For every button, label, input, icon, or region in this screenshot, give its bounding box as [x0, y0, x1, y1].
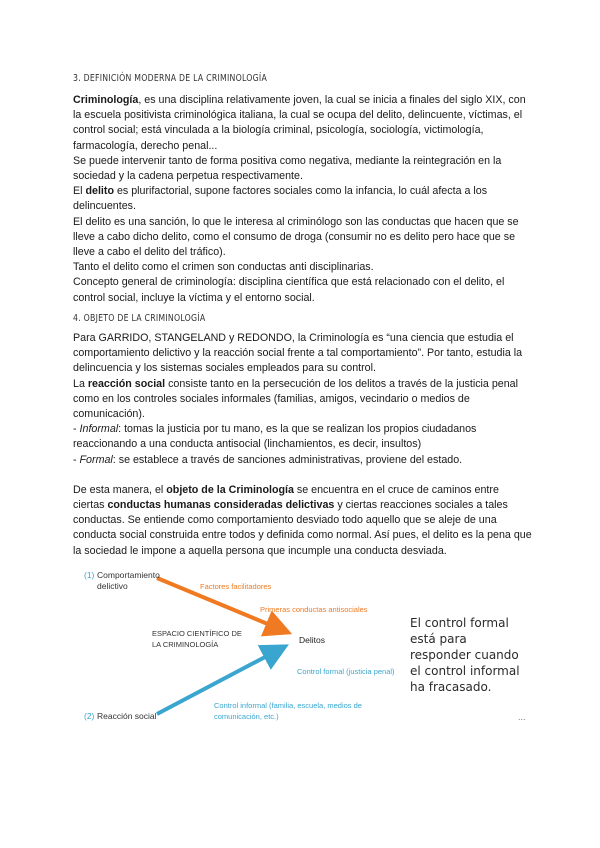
section-3-heading: 3. DEFINICIÓN MODERNA DE LA CRIMINOLOGÍA [73, 73, 268, 84]
bold-term: conductas humanas consideradas delictivas [107, 499, 335, 512]
blue-label-3: comunicación, etc.) [214, 712, 279, 721]
label-1-line2: delictivo [97, 581, 128, 591]
paragraph-text: se encuentra en el cruce de caminos entre ciertas [73, 483, 499, 512]
side-note [410, 615, 540, 695]
dash: - [73, 453, 80, 466]
target-label: Delitos [299, 635, 325, 645]
note-line: está para [410, 632, 467, 646]
center-label-line2: LA CRIMINOLOGÍA [152, 640, 219, 649]
paragraph: Concepto general de criminología: disciplina científica que está relacionado con el delito, el control social, incluye la víctima y el entorno social. [73, 276, 505, 304]
paragraph-text: El [73, 185, 86, 198]
paragraph-text: , es una disciplina relativamente joven, la cual se inicia a finales del siglo XIX, con la escuela positivista criminológica italiana, la cual se ocupa del delito, delincuente, víctimas, el control social; está vinculada a la biología criminal, psicología, sociología, victimología, farmacología, derecho penal... [73, 94, 526, 152]
label-1-line1: Comportamiento [97, 570, 160, 580]
bold-term: delito [85, 185, 114, 198]
label-2: Reacción social [97, 711, 157, 721]
list-item [73, 422, 533, 452]
paragraph: Tanto el delito como el crimen son conductas anti disciplinarias. [73, 261, 374, 274]
paragraph-text: y ciertas reacciones sociales a tales conductas. Se entiende como comportamiento desviado todo aquello que se aleje de una conducta social construida entre todos y definida como normal. Así pues, el delito es la pena que la sociedad le impone a aquella persona que incumple una conducta desviada. [73, 499, 532, 557]
note-line: responder cuando [410, 648, 519, 662]
paragraph: Se puede intervenir tanto de forma positiva como negativa, mediante la reintegración en la sociedad y la cadena perpetua respectivamente. [73, 154, 502, 183]
dash: - [73, 423, 80, 436]
center-label-line1: ESPACIO CIENTÍFICO DE [152, 629, 242, 638]
paragraph: Para GARRIDO, STANGELAND y REDONDO, la Criminología es “una ciencia que estudia el comportamiento delictivo y la reacción social frente a tal comportamiento”. Por tanto, estudia la delincuencia y los sistemas sociales empleados para su control. [73, 332, 523, 375]
label-2-number: (2) [84, 711, 95, 721]
blue-label-1: Control formal (justicia penal) [297, 667, 395, 676]
paragraph [73, 93, 533, 154]
orange-label-1: Factores facilitadores [200, 582, 272, 591]
list-item [73, 453, 533, 468]
section-4-heading: 4. OBJETO DE LA CRIMINOLOGÍA [73, 313, 206, 324]
note-line: ha fracasado. [410, 680, 492, 694]
bold-term: Criminología [73, 94, 139, 106]
paragraph-text: es plurifactorial, supone factores sociales como la infancia, lo cuál afecta a los delincuentes. [73, 185, 488, 213]
paragraph-text: consiste tanto en la persecución de los delitos a través de la justicia penal como en los controles sociales informales (familias, amigos, vecindario o medios de comunicación). [73, 377, 518, 421]
paragraph [73, 483, 533, 559]
section-3-body [73, 93, 533, 306]
italic-term: Informal [79, 423, 119, 436]
blue-label-2: Control informal (familia, escuela, medios de [214, 701, 362, 710]
bold-term: objeto de la Criminología [166, 483, 294, 496]
paragraph: El delito es una sanción, lo que le interesa al criminólogo son las conductas que hacen que se lleve a cabo dicho delito, como el consumo de droga (consumir no es delito pero hace que se lleve a cabo el delito del tráfico). [73, 215, 519, 259]
paragraph-text: : se establece a través de sanciones administrativas, proviene del estado. [112, 453, 463, 466]
paragraph-text: De esta manera, el [73, 483, 167, 496]
note-line: El control formal [410, 616, 509, 630]
section-4-body [73, 331, 533, 559]
ellipsis-mark: ... [518, 712, 526, 722]
bold-term: reacción social [87, 377, 166, 390]
paragraph-text: : tomas la justicia por tu mano, es la que se realizan los propios ciudadanos reaccionando a una conducta antisocial (linchamientos, es decir, insultos) [73, 423, 477, 451]
paragraph-text: La [73, 377, 88, 390]
orange-label-2: Primeras conductas antisociales [260, 605, 368, 614]
italic-term: Formal [79, 453, 113, 466]
paragraph [73, 377, 533, 423]
label-1-number: (1) [84, 570, 95, 580]
note-line: el control informal [410, 664, 520, 678]
paragraph [73, 184, 533, 214]
